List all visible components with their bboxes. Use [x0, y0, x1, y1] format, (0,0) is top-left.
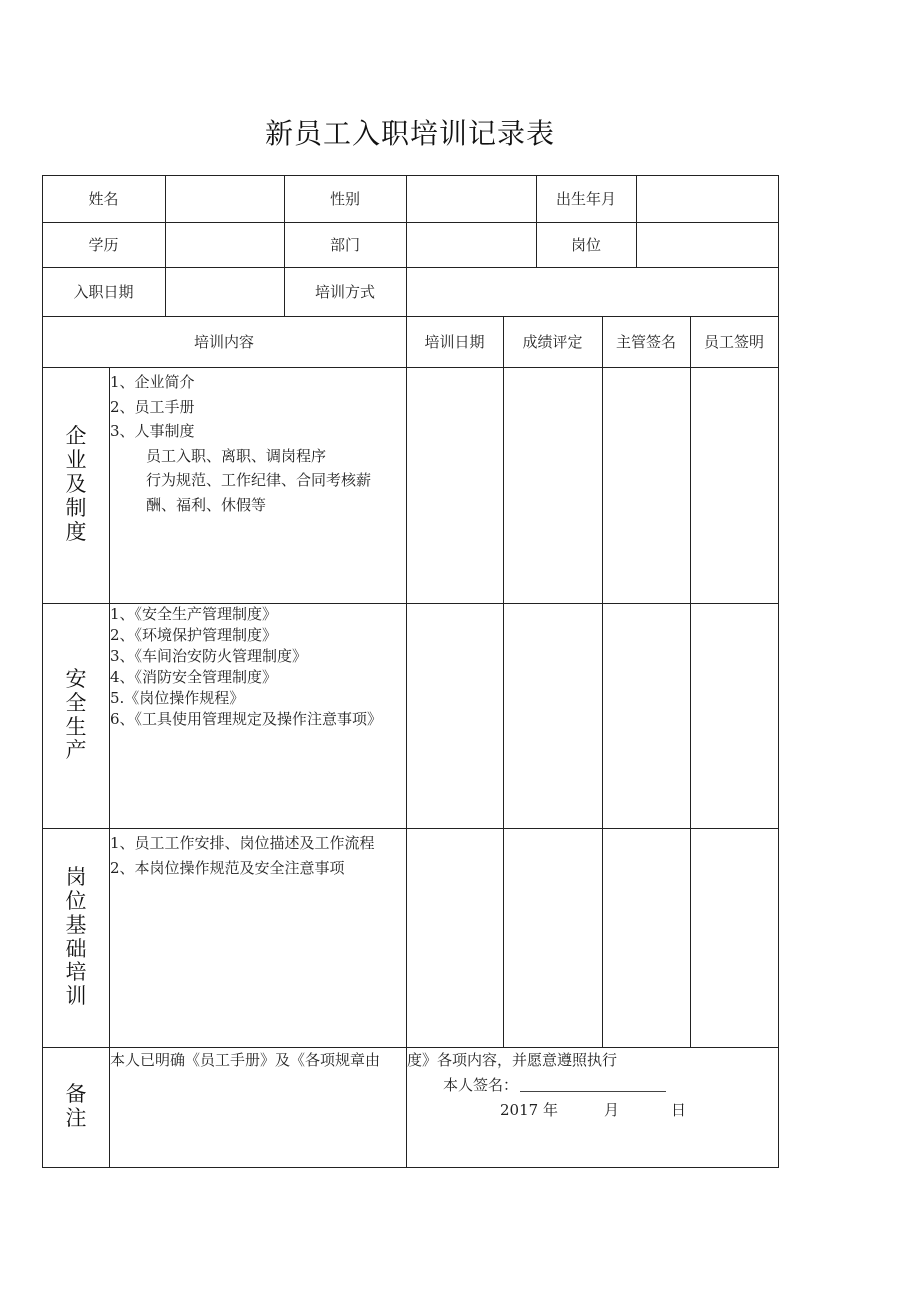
list-item: 4、《消防安全管理制度》 — [110, 668, 278, 686]
section-job-basics-items — [110, 831, 375, 880]
name-value-cell[interactable] — [165, 175, 284, 222]
date-year: 2017 年 — [500, 1101, 558, 1119]
name-label: 姓名 — [88, 190, 119, 208]
header-score: 成绩评定 — [522, 333, 583, 351]
birth-value-cell[interactable] — [636, 175, 778, 222]
remarks-statement-part1: 本人已明确《员工手册》及《各项规章由 — [110, 1051, 381, 1069]
date-day: 日 — [671, 1101, 687, 1119]
list-item: 行为规范、工作纪律、合同考核薪 — [146, 471, 372, 489]
list-item: 酬、福利、休假等 — [146, 495, 267, 514]
list-item: 1、企业简介 — [110, 373, 195, 391]
list-item: 2、员工手册 — [110, 397, 195, 416]
education-value-cell[interactable] — [165, 222, 284, 267]
list-item: 6、《工具使用管理规定及操作注意事项》 — [110, 710, 383, 728]
section-title-company: 企业及制度 — [65, 424, 87, 544]
section-title-remarks: 备注 — [65, 1082, 87, 1130]
list-item: 2、《环境保护管理制度》 — [110, 626, 278, 644]
birth-label: 出生年月 — [555, 190, 616, 208]
list-item: 3、《车间治安防火管理制度》 — [110, 647, 308, 665]
section-title-safety: 安全生产 — [65, 666, 87, 763]
gender-label: 性别 — [329, 190, 360, 208]
header-employee-signature: 员工签明 — [703, 333, 764, 351]
position-label: 岗位 — [570, 236, 601, 254]
list-item: 3、人事制度 — [110, 422, 195, 440]
list-item: 2、本岗位操作规范及安全注意事项 — [110, 858, 345, 877]
header-training-content: 培训内容 — [193, 333, 254, 351]
date-month: 月 — [604, 1101, 620, 1119]
list-item: 1、员工工作安排、岗位描述及工作流程 — [110, 834, 375, 852]
remarks-statement-part2: 度》各项内容，并愿意遵照执行 — [407, 1051, 618, 1069]
signature-blank[interactable] — [520, 1077, 666, 1092]
list-item: 1、《安全生产管理制度》 — [110, 605, 278, 623]
education-label: 学历 — [88, 236, 119, 254]
list-item: 5.《岗位操作规程》 — [110, 689, 245, 707]
training-method-label: 培训方式 — [314, 283, 375, 301]
section-title-job-basics: 岗位基础培训 — [65, 864, 87, 1009]
hire-date-label: 入职日期 — [73, 283, 134, 301]
header-supervisor-signature: 主管签名 — [615, 333, 676, 351]
gender-value-cell[interactable] — [406, 175, 536, 222]
department-label: 部门 — [329, 236, 360, 254]
department-value-cell[interactable] — [406, 222, 536, 267]
signature-line[interactable] — [443, 1074, 666, 1095]
page-title: 新员工入职培训记录表 — [264, 117, 555, 150]
position-value-cell[interactable] — [636, 222, 778, 267]
header-training-date: 培训日期 — [424, 333, 485, 351]
section-company-items — [110, 370, 371, 517]
section-safety-items — [110, 604, 382, 730]
list-item: 员工入职、离职、调岗程序 — [146, 446, 327, 465]
training-method-value-cell[interactable] — [406, 267, 778, 316]
signature-label: 本人签名： — [443, 1076, 519, 1094]
hire-date-value-cell[interactable] — [165, 267, 284, 316]
